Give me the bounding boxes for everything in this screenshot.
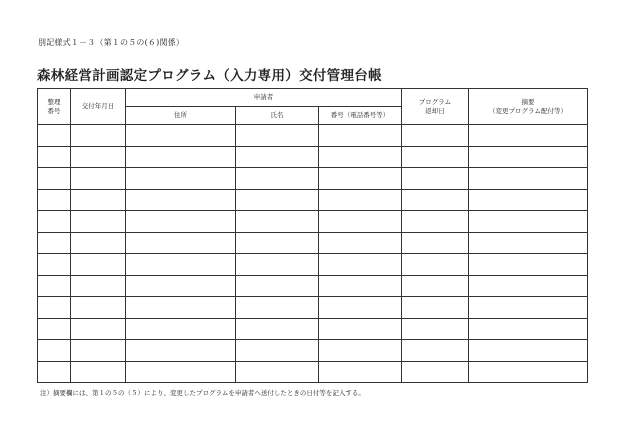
cell-summary[interactable] [469, 361, 588, 383]
cell-date[interactable] [71, 146, 126, 168]
header-address: 住所 [126, 107, 236, 125]
cell-date[interactable] [71, 232, 126, 254]
table-row [38, 361, 588, 383]
cell-name[interactable] [236, 232, 319, 254]
cell-address[interactable] [126, 168, 236, 190]
cell-phone[interactable] [319, 146, 402, 168]
cell-address[interactable] [126, 254, 236, 276]
cell-return[interactable] [402, 168, 469, 190]
ledger-table [37, 88, 588, 383]
cell-phone[interactable] [319, 189, 402, 211]
footnote: 注）摘要欄には、第１の５の（５）により、変更したプログラムを申請者へ送付したときの日付等を記入する。 [40, 389, 365, 397]
table-row [38, 189, 588, 211]
table-row [38, 125, 588, 147]
table-row [38, 168, 588, 190]
header-summary: 摘要 （変更プログラム配付等） [469, 89, 588, 125]
cell-summary[interactable] [469, 340, 588, 362]
cell-date[interactable] [71, 297, 126, 319]
cell-address[interactable] [126, 125, 236, 147]
cell-address[interactable] [126, 275, 236, 297]
cell-name[interactable] [236, 211, 319, 233]
cell-date[interactable] [71, 275, 126, 297]
cell-date[interactable] [71, 189, 126, 211]
cell-address[interactable] [126, 189, 236, 211]
cell-date[interactable] [71, 211, 126, 233]
cell-summary[interactable] [469, 318, 588, 340]
cell-summary[interactable] [469, 275, 588, 297]
header-phone: 番号（電話番号等） [319, 107, 402, 125]
cell-seq[interactable] [38, 254, 71, 276]
cell-return[interactable] [402, 254, 469, 276]
cell-phone[interactable] [319, 168, 402, 190]
cell-address[interactable] [126, 232, 236, 254]
cell-summary[interactable] [469, 232, 588, 254]
table-row [38, 318, 588, 340]
cell-phone[interactable] [319, 211, 402, 233]
cell-date[interactable] [71, 168, 126, 190]
cell-summary[interactable] [469, 125, 588, 147]
cell-summary[interactable] [469, 297, 588, 319]
header-return-date: プログラム 返却日 [402, 89, 469, 125]
cell-name[interactable] [236, 361, 319, 383]
cell-phone[interactable] [319, 318, 402, 340]
cell-name[interactable] [236, 254, 319, 276]
cell-name[interactable] [236, 318, 319, 340]
header-issue-date: 交付年月日 [71, 89, 126, 125]
cell-seq[interactable] [38, 211, 71, 233]
cell-phone[interactable] [319, 340, 402, 362]
cell-seq[interactable] [38, 168, 71, 190]
cell-name[interactable] [236, 275, 319, 297]
cell-seq[interactable] [38, 146, 71, 168]
cell-date[interactable] [71, 361, 126, 383]
cell-date[interactable] [71, 125, 126, 147]
cell-address[interactable] [126, 297, 236, 319]
cell-summary[interactable] [469, 211, 588, 233]
table-row [38, 340, 588, 362]
table-row [38, 254, 588, 276]
form-reference: 別記様式１－３（第１の５の(６)関係） [38, 38, 185, 47]
cell-date[interactable] [71, 340, 126, 362]
cell-return[interactable] [402, 275, 469, 297]
table-row [38, 232, 588, 254]
cell-phone[interactable] [319, 361, 402, 383]
cell-name[interactable] [236, 125, 319, 147]
table-row [38, 297, 588, 319]
table-row [38, 211, 588, 233]
cell-summary[interactable] [469, 254, 588, 276]
cell-return[interactable] [402, 211, 469, 233]
cell-seq[interactable] [38, 189, 71, 211]
ledger-body [38, 125, 588, 383]
cell-phone[interactable] [319, 232, 402, 254]
cell-summary[interactable] [469, 168, 588, 190]
cell-name[interactable] [236, 297, 319, 319]
cell-date[interactable] [71, 254, 126, 276]
cell-phone[interactable] [319, 275, 402, 297]
cell-seq[interactable] [38, 232, 71, 254]
cell-address[interactable] [126, 340, 236, 362]
cell-seq[interactable] [38, 125, 71, 147]
header-seq-number: 整理 番号 [38, 89, 71, 125]
cell-name[interactable] [236, 168, 319, 190]
cell-return[interactable] [402, 125, 469, 147]
cell-summary[interactable] [469, 189, 588, 211]
cell-seq[interactable] [38, 340, 71, 362]
cell-seq[interactable] [38, 318, 71, 340]
cell-address[interactable] [126, 361, 236, 383]
cell-return[interactable] [402, 232, 469, 254]
cell-phone[interactable] [319, 254, 402, 276]
cell-return[interactable] [402, 189, 469, 211]
header-applicant: 申請者 [126, 89, 402, 107]
cell-address[interactable] [126, 318, 236, 340]
cell-name[interactable] [236, 340, 319, 362]
cell-name[interactable] [236, 189, 319, 211]
cell-return[interactable] [402, 361, 469, 383]
cell-phone[interactable] [319, 297, 402, 319]
cell-address[interactable] [126, 211, 236, 233]
cell-return[interactable] [402, 297, 469, 319]
cell-return[interactable] [402, 146, 469, 168]
table-row [38, 146, 588, 168]
cell-summary[interactable] [469, 146, 588, 168]
header-name: 氏名 [236, 107, 319, 125]
cell-seq[interactable] [38, 297, 71, 319]
cell-seq[interactable] [38, 275, 71, 297]
cell-phone[interactable] [319, 125, 402, 147]
cell-address[interactable] [126, 146, 236, 168]
cell-return[interactable] [402, 340, 469, 362]
cell-date[interactable] [71, 318, 126, 340]
cell-name[interactable] [236, 146, 319, 168]
cell-seq[interactable] [38, 361, 71, 383]
table-row [38, 275, 588, 297]
document-title: 森林経営計画認定プログラム（入力専用）交付管理台帳 [37, 68, 382, 84]
cell-return[interactable] [402, 318, 469, 340]
